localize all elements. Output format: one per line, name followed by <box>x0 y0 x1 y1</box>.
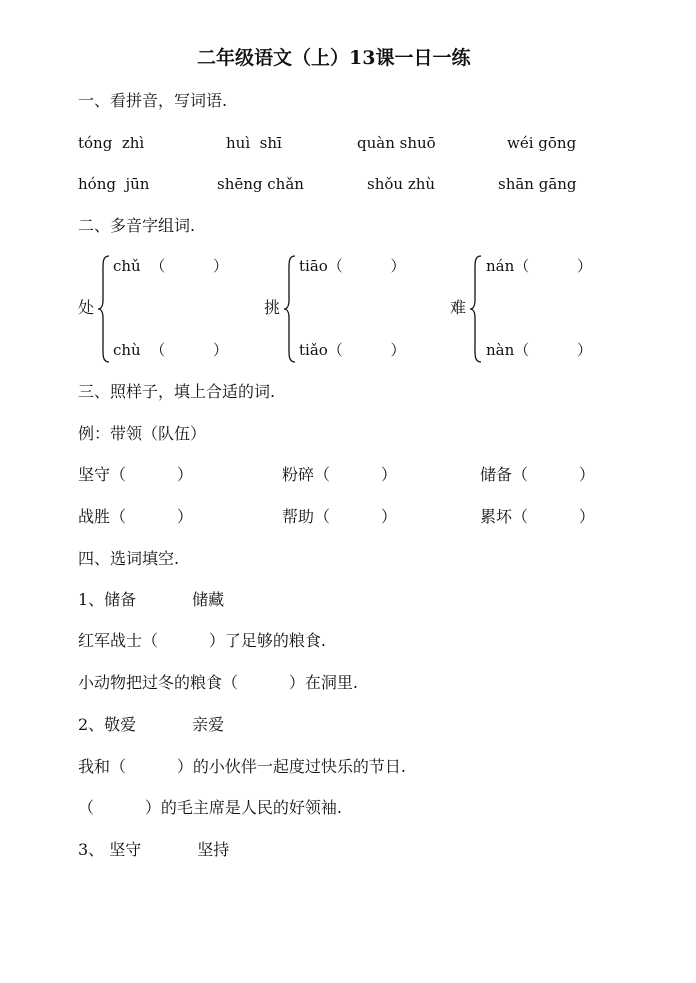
section-3-heading: 三、照样子，填上合适的词. <box>78 382 276 401</box>
pinyin-item: shǒu zhù <box>367 175 436 193</box>
sentence-line: 小动物把过冬的粮食（ ）在洞里. <box>78 673 358 692</box>
brace-icon <box>469 254 483 364</box>
word-choice-line: 3、 坚守 坚持 <box>78 840 230 859</box>
sentence-line: 红军战士（ ）了足够的粮食. <box>78 631 326 650</box>
fill-item: 储备（ ） <box>480 465 595 484</box>
polyphone-reading: chǔ （ ） <box>113 257 228 275</box>
pinyin-item: shēng chǎn <box>217 175 304 193</box>
section-2-heading: 二、多音字组词. <box>78 216 196 235</box>
sentence-line: （ ）的毛主席是人民的好领袖. <box>78 798 342 817</box>
pinyin-item: hóng jūn <box>78 175 150 193</box>
polyphone-reading: tiāo（ ） <box>299 257 406 275</box>
section-4-heading: 四、选词填空. <box>78 549 180 568</box>
pinyin-item: huì shī <box>226 134 282 152</box>
fill-item: 帮助（ ） <box>282 507 397 526</box>
pinyin-item: tóng zhì <box>78 134 145 152</box>
fill-item: 粉碎（ ） <box>282 465 397 484</box>
brace-icon <box>283 254 297 364</box>
polyphone-char: 挑 <box>264 298 281 317</box>
polyphone-reading: chù （ ） <box>113 341 228 359</box>
word-choice-line: 1、储备 储藏 <box>78 590 225 609</box>
brace-icon <box>97 254 111 364</box>
fill-item: 战胜（ ） <box>78 507 193 526</box>
sentence-line: 我和（ ）的小伙伴一起度过快乐的节日. <box>78 757 406 776</box>
polyphone-reading: tiǎo（ ） <box>299 341 406 359</box>
polyphone-char: 处 <box>78 298 95 317</box>
pinyin-item: wéi gōng <box>507 134 577 152</box>
fill-item: 累坏（ ） <box>480 507 595 526</box>
fill-item: 坚守（ ） <box>78 465 193 484</box>
example-line: 例：带领（队伍） <box>78 424 207 443</box>
section-1-heading: 一、看拼音，写词语. <box>78 91 228 110</box>
pinyin-item: quàn shuō <box>357 134 436 152</box>
polyphone-reading: nàn（ ） <box>486 341 592 359</box>
polyphone-reading: nán（ ） <box>486 257 592 275</box>
polyphone-char: 难 <box>450 298 467 317</box>
word-choice-line: 2、敬爱 亲爱 <box>78 715 225 734</box>
page-title: 二年级语文（上）13课一日一练 <box>197 47 471 69</box>
pinyin-item: shān gāng <box>498 175 577 193</box>
